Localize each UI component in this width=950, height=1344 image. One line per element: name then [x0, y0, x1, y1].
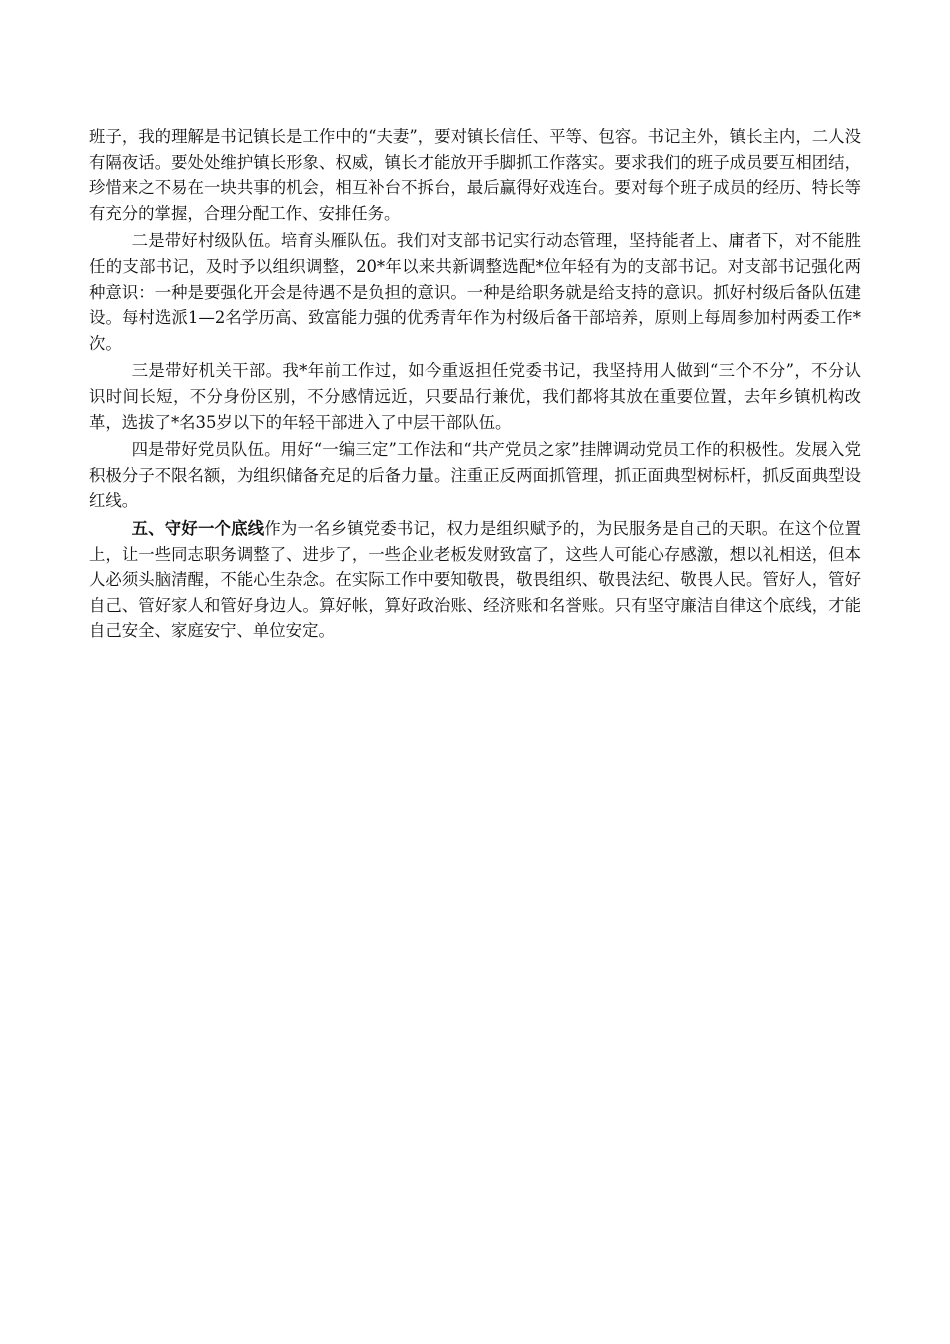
paragraph-3	[89, 358, 861, 435]
paragraph-4-text: 四是带好党员队伍。用好“一编三定”工作法和“共产党员之家”挂牌调动党员工作的积极性。发展入党积极分子不限名额，为组织储备充足的后备力量。注重正反两面抓管理，抓正面典型树标杆，抓反面典型设红线。	[89, 440, 861, 511]
paragraph-3-text: 三是带好机关干部。我*年前工作过，如今重返担任党委书记，我坚持用人做到“三个不分”，不分认识时间长短，不分身份区别，不分感情远近，只要品行兼优，我们都将其放在重要位置，去年乡镇机构改革，选拔了*名35岁以下的年轻干部进入了中层干部队伍。	[89, 361, 861, 432]
paragraph-4	[89, 437, 861, 514]
paragraph-5-text: 作为一名乡镇党委书记，权力是组织赋予的，为民服务是自己的天职。在这个位置上，让一些同志职务调整了、进步了，一些企业老板发财致富了，这些人可能心存感激，想以礼相送，但本人必须头脑清醒，不能心生杂念。在实际工作中要知敬畏，敬畏组织、敬畏法纪、敬畏人民。管好人，管好自己、管好家人和管好身边人。算好帐，算好政治账、经济账和名誉账。只有坚守廉洁自律这个底线，才能自己安全、家庭安宁、单位安定。	[89, 518, 862, 641]
paragraph-1	[89, 124, 861, 226]
paragraph-2-text: 二是带好村级队伍。培育头雁队伍。我们对支部书记实行动态管理，坚持能者上、庸者下，对不能胜任的支部书记，及时予以组织调整，20*年以来共新调整选配*位年轻有为的支部书记。对支部书记强化两种意识：一种是要强化开会是待遇不是负担的意识。一种是给职务就是给支持的意识。抓好村级后备队伍建设。每村选派1—2名学历高、致富能力强的优秀青年作为村级后备干部培养，原则上每周参加村两委工作*次。	[89, 231, 861, 353]
paragraph-5	[89, 516, 861, 644]
document-body	[89, 124, 861, 646]
paragraph-1-text: 班子，我的理解是书记镇长是工作中的“夫妻”，要对镇长信任、平等、包容。书记主外，镇长主内，二人没有隔夜话。要处处维护镇长形象、权威，镇长才能放开手脚抓工作落实。要求我们的班子成员要互相团结，珍惜来之不易在一块共事的机会，相互补台不拆台，最后赢得好戏连台。要对每个班子成员的经历、特长等有充分的掌握，合理分配工作、安排任务。	[89, 127, 861, 223]
section-heading: 五、守好一个底线	[131, 518, 265, 538]
paragraph-2	[89, 228, 861, 356]
